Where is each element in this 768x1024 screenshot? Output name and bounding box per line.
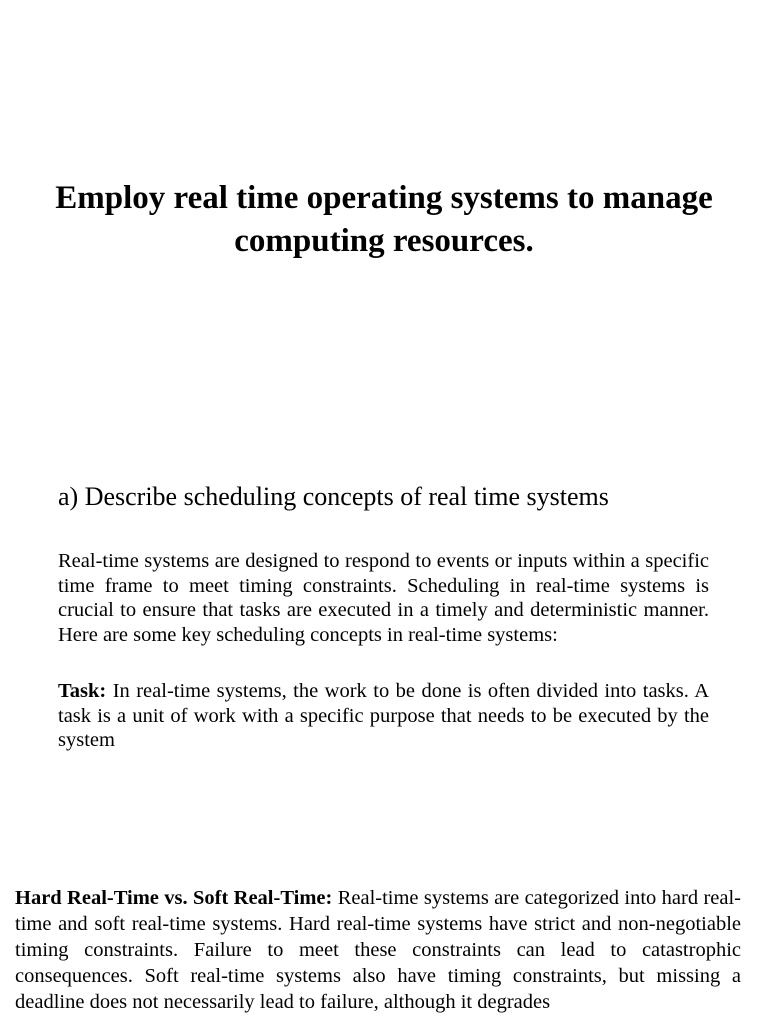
section-heading: a) Describe scheduling concepts of real time systems [58, 482, 609, 511]
intro-paragraph: Real-time systems are designed to respond to events or inputs within a specific time frame to meet timing constraints. Scheduling in real-time systems is crucial to ensure that tasks are executed in a timely and deterministic manner. Here are some key scheduling concepts in real-time systems: [58, 550, 709, 646]
page-title-line-1: Employ real time operating systems to manage [55, 180, 713, 216]
task-term: Task: [58, 680, 107, 702]
hard-soft-term: Hard Real-Time vs. Soft Real-Time: [15, 887, 333, 909]
page-title-line-2: computing resources. [234, 223, 534, 259]
hard-soft-paragraph [15, 885, 741, 1015]
page-title [0, 177, 768, 263]
task-text: In real-time systems, the work to be done is often divided into tasks. A task is a unit of work with a specific purpose that needs to be executed by the system [58, 680, 709, 751]
hard-soft-text: Real-time systems are categorized into hard real-time and soft real-time systems. Hard real-time systems have strict and non-negotiable timing constraints. Failure to meet these constraints can lead to catastrophic consequences. Soft real-time systems also have timing constraints, but missing a deadline does not necessarily lead to failure, although it degrades [15, 887, 741, 1013]
task-paragraph [58, 679, 709, 753]
